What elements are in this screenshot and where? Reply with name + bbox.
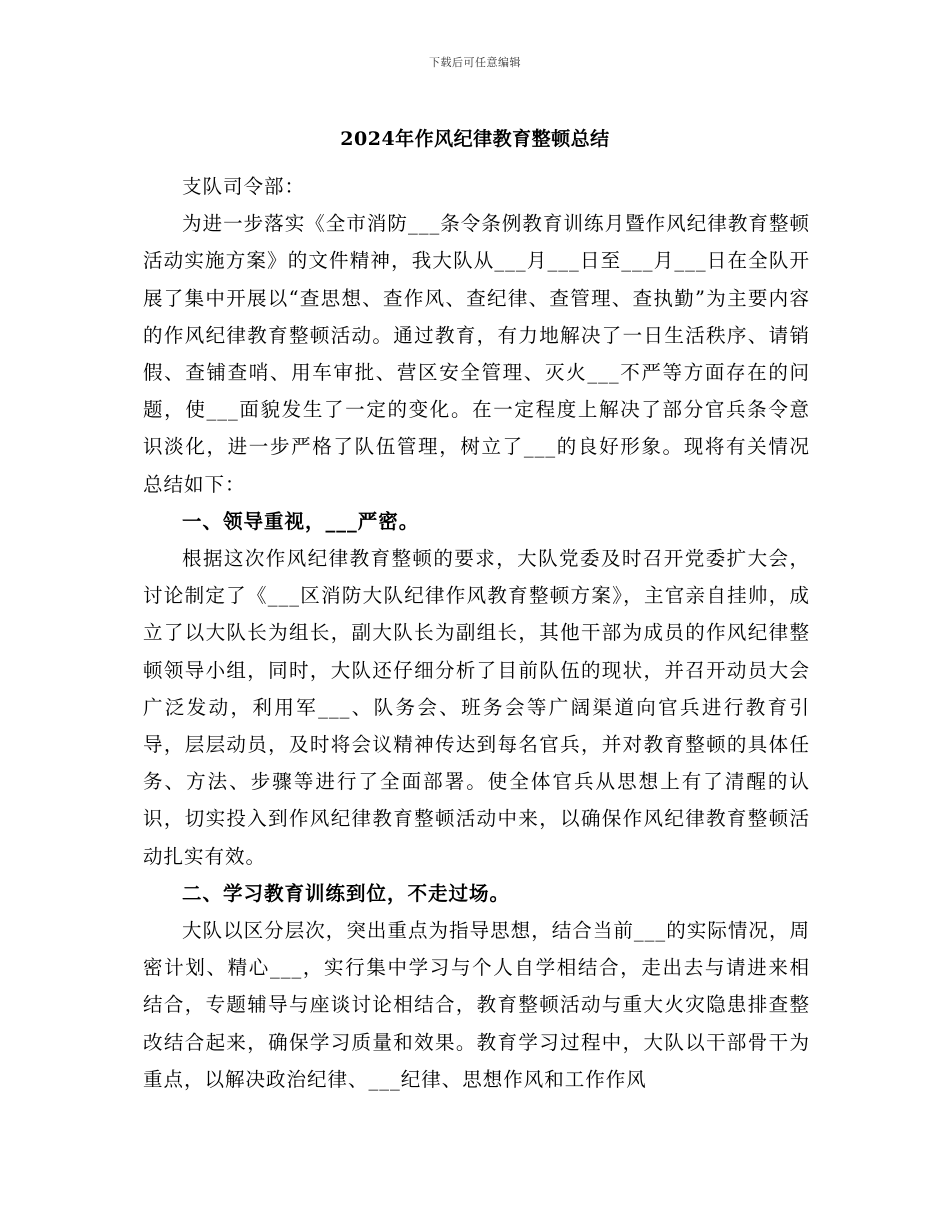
page-header-note: 下载后可任意编辑: [429, 56, 521, 69]
intro-paragraph: 为进一步落实《全市消防___条令条例教育训练月暨作风纪律教育整顿活动实施方案》的文件精神，我大队从___月___日至___月___日在全队开展了集中开展以“查思想、查作风、查纪律、查管理、查执勤”为主要内容的作风纪律教育整顿活动。通过教育，有力地解决了一日生活秩序、请销假、查铺查哨、用车审批、营区安全管理、灭火___不严等方面存在的问题，使___面貌发生了一定的变化。在一定程度上解决了部分官兵条令意识淡化，进一步严格了队伍管理，树立了___的良好形象。现将有关情况总结如下：: [143, 212, 810, 496]
section-1-paragraph: 根据这次作风纪律教育整顿的要求，大队党委及时召开党委扩大会，讨论制定了《___区消防大队纪律作风教育整顿方案》，主官亲自挂帅，成立了以大队长为组长，副大队长为副组长，其他干部为成员的作风纪律整顿领导小组，同时，大队还仔细分析了目前队伍的现状，并召开动员大会广泛发动，利用军___、队务会、班务会等广阔渠道向官兵进行教育引导，层层动员，及时将会议精神传达到每名官兵，并对教育整顿的具体任务、方法、步骤等进行了全面部署。使全体官兵从思想上有了清醒的认识，切实投入到作风纪律教育整顿活动中来，以确保作风纪律教育整顿活动扎实有效。: [143, 547, 810, 868]
section-heading-2: 二、学习教育训练到位，不走过场。: [182, 881, 511, 905]
document-body: [143, 168, 810, 1098]
section-heading-1: 一、领导重视，___严密。: [182, 509, 420, 533]
section-2-paragraph: 大队以区分层次，突出重点为指导思想，结合当前___的实际情况，周密计划、精心___，实行集中学习与个人自学相结合，走出去与请进来相结合，专题辅导与座谈讨论相结合，教育整顿活动与重大火灾隐患排查整改结合起来，确保学习质量和效果。教育学习过程中，大队以干部骨干为重点，以解决政治纪律、___纪律、思想作风和工作作风: [143, 919, 810, 1091]
document-title: 2024年作风纪律教育整顿总结: [340, 128, 610, 150]
salutation: 支队司令部：: [182, 175, 306, 198]
